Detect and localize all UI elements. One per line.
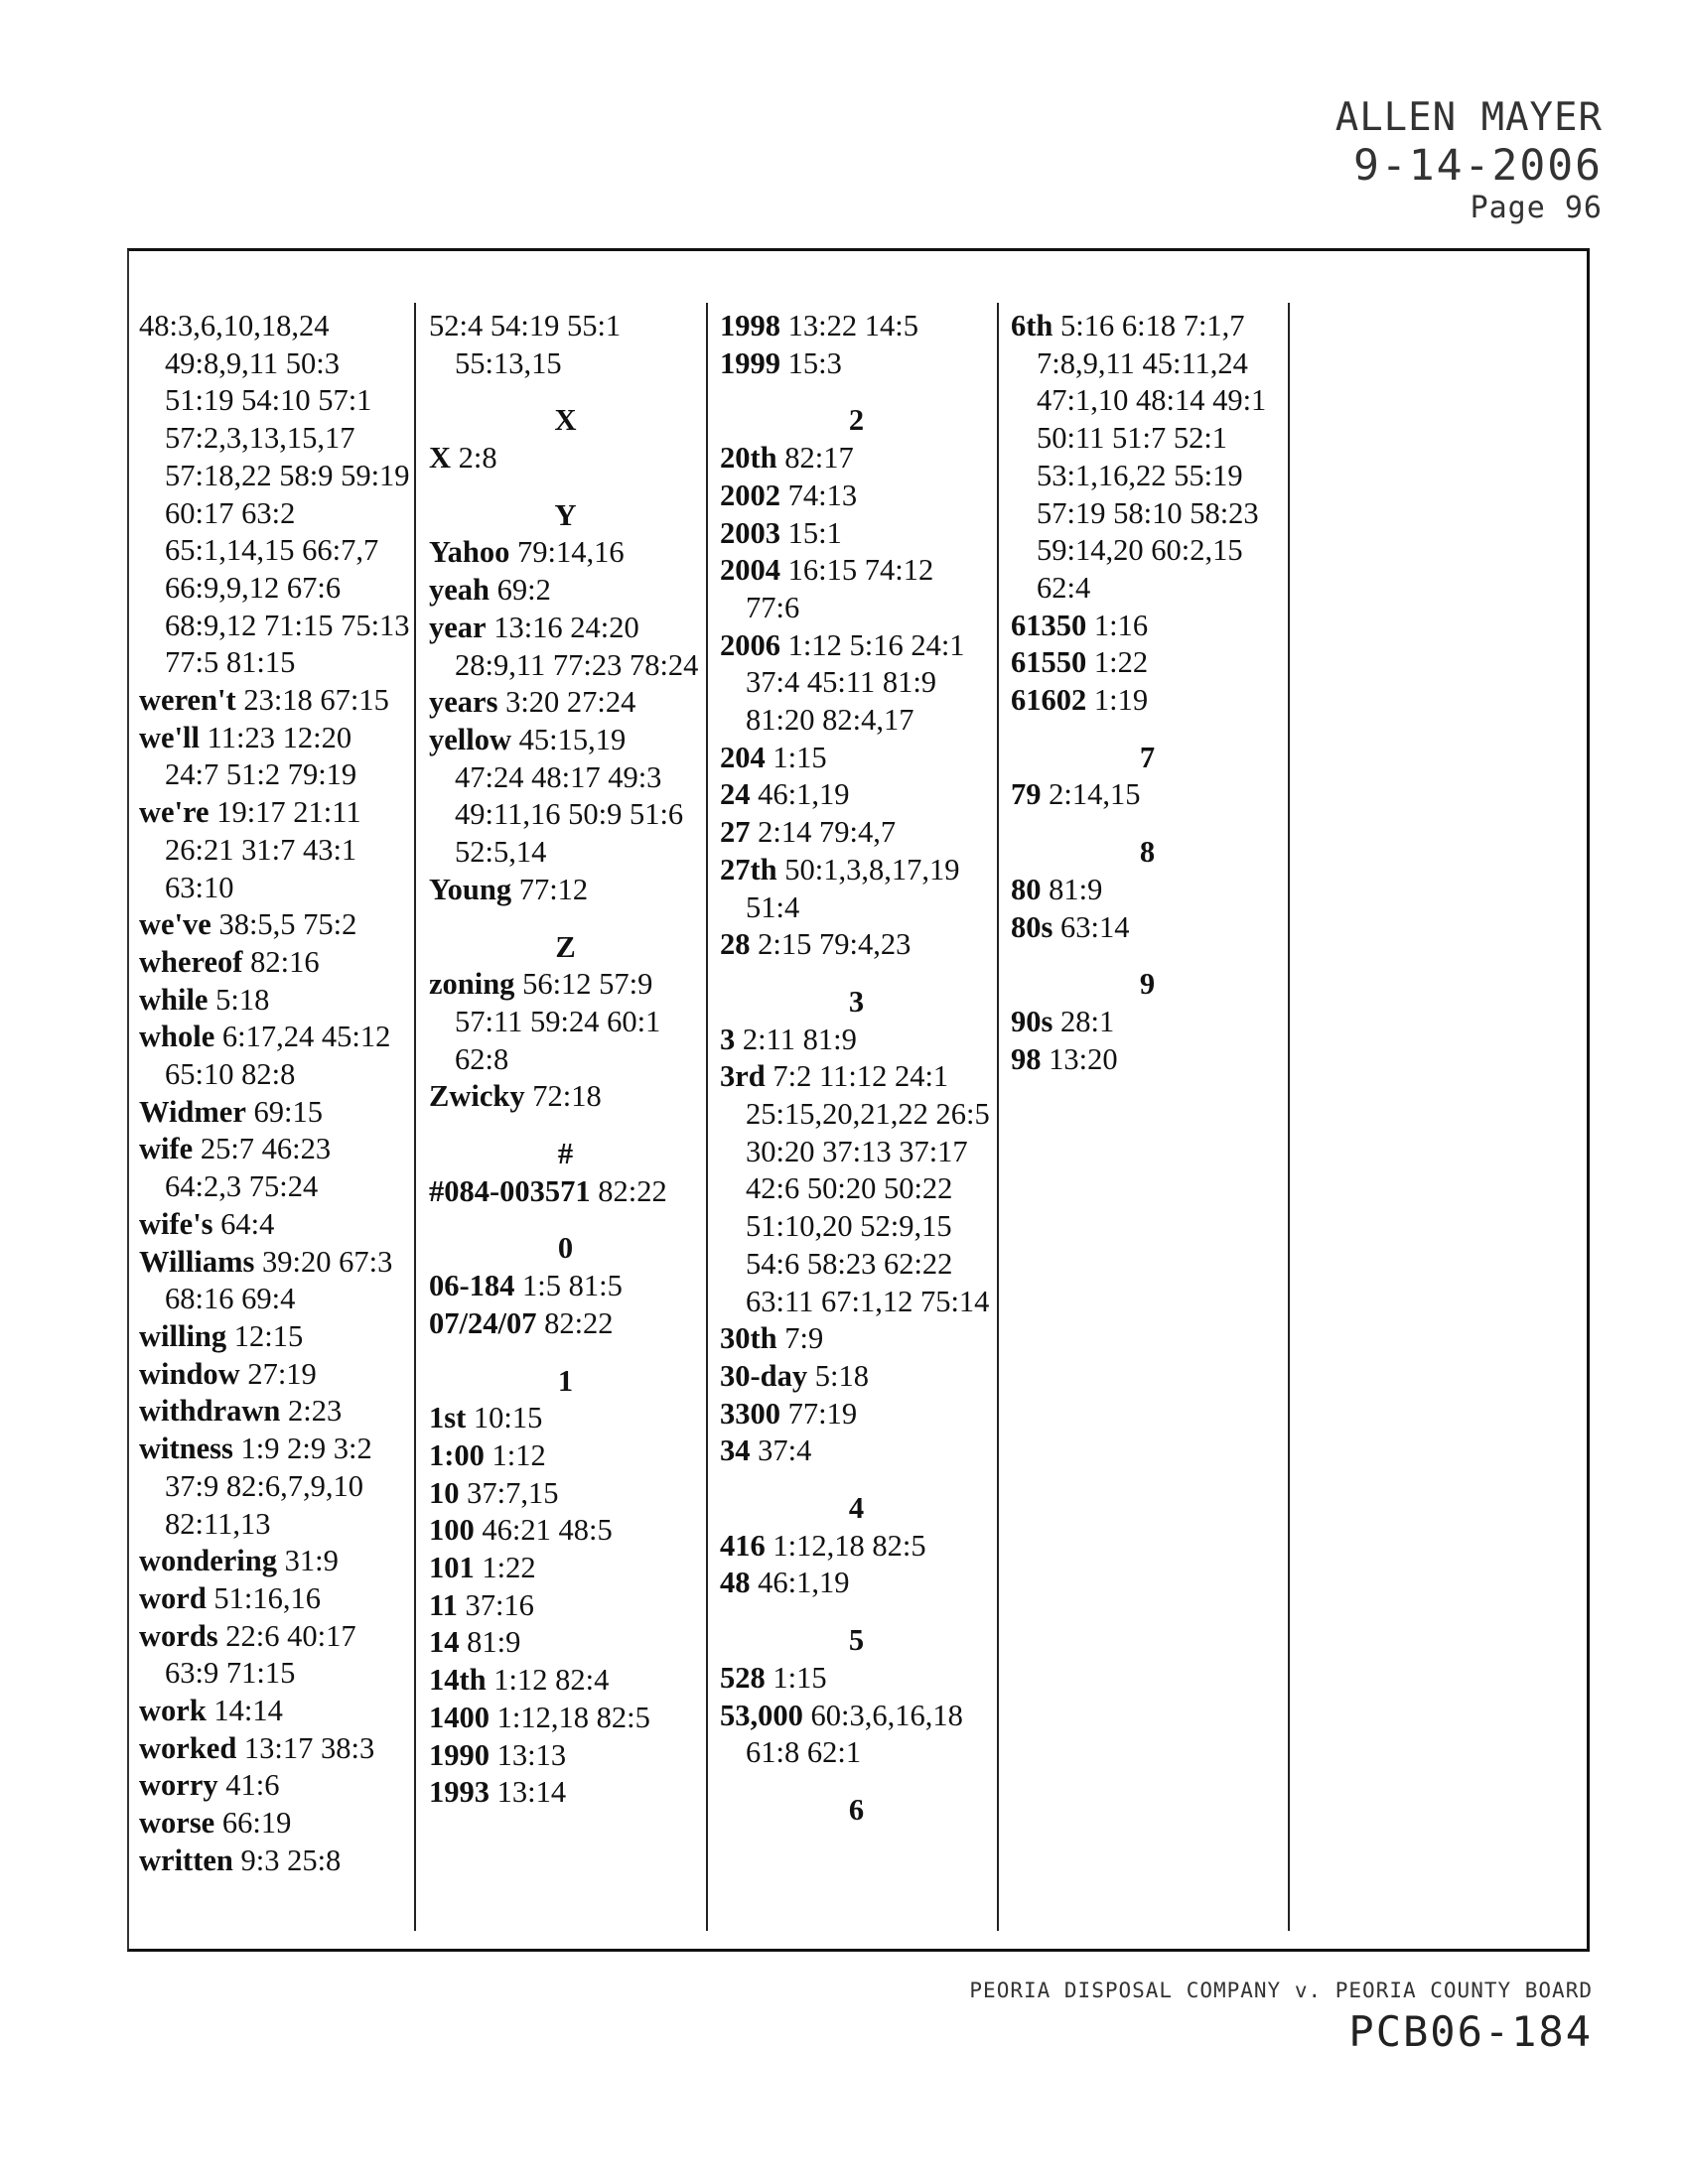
page-line-refs: 14:14 <box>213 1694 283 1728</box>
index-term: worked <box>139 1730 237 1765</box>
index-term: willing <box>139 1318 227 1353</box>
deposition-date: 9-14-2006 <box>1353 141 1603 191</box>
index-entry <box>429 1737 702 1775</box>
index-entry <box>720 926 993 964</box>
index-entry <box>429 534 702 572</box>
page-line-refs: 25:7 46:23 64:2,3 75:24 <box>165 1132 339 1204</box>
index-term: work <box>139 1694 207 1728</box>
index-term: 1993 <box>429 1775 490 1810</box>
section-letter: Y <box>554 497 577 532</box>
page-line-refs: 37:16 <box>465 1587 534 1622</box>
page-line-refs: 63:14 <box>1060 909 1130 944</box>
page-line-refs: 46:1,19 <box>758 777 850 812</box>
index-term: 6th <box>1011 309 1053 342</box>
page-line-refs: 82:16 <box>250 944 320 979</box>
section-letter: # <box>557 1137 574 1171</box>
index-entry <box>139 1580 412 1618</box>
index-entry <box>139 982 412 1020</box>
index-term: 90s <box>1011 1004 1053 1038</box>
index-entry <box>720 1433 993 1470</box>
index-term: 100 <box>429 1513 475 1548</box>
page-line-refs: 38:5,5 75:2 <box>218 907 357 942</box>
index-entry <box>429 872 702 909</box>
index-entry <box>720 1660 993 1698</box>
page-line-refs: 7:9 <box>784 1321 824 1356</box>
index-entry <box>429 1305 702 1343</box>
index-entry <box>139 1094 412 1132</box>
index-term: 2006 <box>720 627 780 662</box>
page-line-refs: 31:9 <box>284 1544 339 1578</box>
case-number: PCB06-184 <box>1348 2007 1593 2056</box>
index-entry <box>429 1475 702 1513</box>
column-divider <box>1288 303 1290 1931</box>
index-entry <box>720 308 993 345</box>
page-line-refs: 15:1 <box>787 515 842 550</box>
index-term: 2004 <box>720 553 780 588</box>
index-term: window <box>139 1356 240 1391</box>
index-term: 34 <box>720 1433 751 1468</box>
index-term: 48 <box>720 1566 751 1600</box>
section-letter: 7 <box>1139 740 1156 774</box>
index-entry <box>429 1550 702 1587</box>
index-term: 53,000 <box>720 1698 803 1732</box>
index-entry <box>1011 608 1284 645</box>
index-entry <box>720 627 993 740</box>
page-line-refs: 10:15 <box>473 1401 543 1435</box>
index-term: Widmer <box>139 1094 246 1129</box>
page-line-refs: 3:20 27:24 <box>505 685 636 720</box>
index-term: 528 <box>720 1660 766 1695</box>
index-entry <box>429 1268 702 1305</box>
index-term: written <box>139 1843 233 1877</box>
index-term: 1400 <box>429 1700 490 1734</box>
index-term: whereof <box>139 944 243 979</box>
section-letter: 2 <box>848 403 865 438</box>
page-line-refs: 1:22 <box>482 1551 536 1584</box>
page-line-refs: 13:14 <box>496 1775 567 1810</box>
page-line-refs: 74:13 <box>787 478 858 512</box>
page-line-refs: 9:3 25:8 <box>240 1843 342 1877</box>
page-line-refs: 23:18 67:15 <box>243 683 389 718</box>
index-term: year <box>429 610 487 644</box>
column-divider <box>414 303 416 1931</box>
page-line-refs: 2:15 79:4,23 <box>758 927 912 962</box>
index-term: 14 <box>429 1625 460 1660</box>
index-entry <box>720 1396 993 1433</box>
index-term: 80s <box>1011 909 1053 944</box>
page-line-refs: 13:22 14:5 <box>787 309 918 342</box>
index-entry <box>720 1565 993 1602</box>
index-entry <box>1011 872 1284 909</box>
page-line-refs: 81:9 <box>467 1625 521 1660</box>
index-term: 11 <box>429 1587 458 1622</box>
page-line-refs: 27:19 <box>247 1356 317 1391</box>
index-entry <box>429 1512 702 1550</box>
page-line-refs: 52:4 54:19 55:1 55:13,15 <box>429 309 629 380</box>
index-entry <box>720 1320 993 1358</box>
page-line-refs: 79:14,16 <box>516 535 625 570</box>
index-entry <box>1011 776 1284 814</box>
page-line-refs: 37:4 <box>758 1433 812 1468</box>
section-letter: 0 <box>557 1231 574 1266</box>
index-entry <box>139 1618 412 1693</box>
page-line-refs: 82:22 <box>544 1305 614 1340</box>
page-line-refs: 11:23 12:20 24:7 51:2 79:19 <box>165 720 359 792</box>
index-term: 06-184 <box>429 1269 515 1303</box>
section-letter: Z <box>555 929 576 964</box>
index-entry <box>139 1356 412 1394</box>
page-line-refs: 1:12 <box>491 1437 546 1472</box>
index-term: 1:00 <box>429 1437 485 1472</box>
index-entry <box>720 1698 993 1772</box>
index-entry <box>139 308 418 682</box>
index-entry <box>429 1587 702 1625</box>
page-line-refs: 51:16,16 <box>213 1580 322 1615</box>
index-entry <box>139 1393 412 1431</box>
index-term: we'll <box>139 720 200 754</box>
page-line-refs: 48:3,6,10,18,24 49:8,9,11 50:3 51:19 54:10 57:1 57:2,3,13,15,17 57:18,22 58:9 59:19 60:17 63:2 65:1,14,15 66:7,7 66:9,9,12 67:6 68:9,12 71:15 75:13 77:5 81:15 <box>139 309 418 680</box>
page-line-refs: 13:13 <box>496 1737 567 1772</box>
index-term: 27 <box>720 815 751 850</box>
index-term: Yahoo <box>429 535 510 570</box>
section-letter: 6 <box>848 1792 865 1827</box>
index-term: #084-003571 <box>429 1173 591 1208</box>
index-entry <box>139 1206 412 1244</box>
page-line-refs: 50:1,3,8,17,19 51:4 <box>746 852 968 924</box>
index-entry <box>139 1767 412 1805</box>
index-entry <box>139 1131 412 1205</box>
index-entry <box>429 610 702 684</box>
page-line-refs: 72:18 <box>532 1079 602 1114</box>
index-term: 98 <box>1011 1041 1042 1076</box>
index-term: wife's <box>139 1206 213 1241</box>
page-line-refs: 81:9 <box>1049 872 1103 906</box>
index-entry <box>1011 308 1284 608</box>
index-term: 30th <box>720 1321 777 1356</box>
index-term: whole <box>139 1020 215 1054</box>
index-entry <box>720 1058 998 1320</box>
index-entry <box>429 1624 702 1662</box>
index-term: withdrawn <box>139 1394 281 1429</box>
page-line-refs: 2:8 <box>458 441 497 476</box>
page-line-refs: 56:12 57:9 57:11 59:24 60:1 62:8 <box>455 967 668 1076</box>
index-entry <box>429 308 702 382</box>
index-term: 80 <box>1011 872 1042 906</box>
index-term: Williams <box>139 1244 255 1279</box>
page-line-refs: 13:16 24:20 28:9,11 77:23 78:24 <box>455 610 699 682</box>
index-column-2 <box>429 308 702 1936</box>
index-entry <box>720 814 993 852</box>
index-entry <box>139 944 412 982</box>
index-entry <box>720 1022 993 1059</box>
index-entry <box>429 1700 702 1737</box>
index-term: worse <box>139 1806 215 1841</box>
index-term: X <box>429 441 452 476</box>
index-term: 28 <box>720 927 751 962</box>
index-term: 14th <box>429 1663 487 1698</box>
section-letter: 4 <box>848 1491 865 1526</box>
index-entry <box>429 1173 702 1211</box>
index-entry <box>429 966 702 1078</box>
index-entry <box>139 1318 412 1356</box>
section-letter: X <box>554 403 577 438</box>
page-line-refs: 1:22 <box>1093 645 1149 680</box>
index-term: weren't <box>139 683 236 718</box>
page-line-refs: 39:20 67:3 68:16 69:4 <box>165 1244 400 1316</box>
page-line-refs: 1:12,18 82:5 <box>496 1700 650 1734</box>
index-term: 20th <box>720 441 777 476</box>
page-line-refs: 1:19 <box>1093 683 1149 718</box>
page-line-refs: 12:15 <box>233 1318 304 1353</box>
index-term: 1st <box>429 1401 467 1435</box>
page-line-refs: 1:15 <box>772 1660 827 1695</box>
index-term: Young <box>429 872 512 906</box>
page-line-refs: 60:3,6,16,18 61:8 62:1 <box>746 1698 971 1770</box>
section-letter: 1 <box>557 1363 574 1398</box>
index-term: 24 <box>720 777 751 812</box>
page-line-refs: 2:14,15 <box>1049 777 1141 812</box>
section-letter: 8 <box>1139 835 1156 870</box>
index-term: 2003 <box>720 515 780 550</box>
page-line-refs: 66:19 <box>221 1806 292 1841</box>
index-term: Zwicky <box>429 1079 525 1114</box>
index-entry <box>139 906 412 944</box>
page-line-refs: 82:17 <box>784 441 854 476</box>
index-entry <box>139 1693 412 1730</box>
index-term: 27th <box>720 852 777 887</box>
index-term: 61350 <box>1011 608 1087 642</box>
index-term: 204 <box>720 740 766 774</box>
page-line-refs: 19:17 21:11 26:21 31:7 43:1 63:10 <box>165 795 369 904</box>
index-entry <box>1011 1041 1284 1079</box>
page-line-refs: 5:16 6:18 7:1,7 7:8,9,11 45:11,24 47:1,10 48:14 49:1 50:11 51:7 52:1 53:1,16,22 55:19 57:19 58:10 58:23 59:14,20 60:2,15 62:4 <box>1037 309 1274 605</box>
page-line-refs: 5:18 <box>814 1358 869 1393</box>
index-term: word <box>139 1580 207 1615</box>
page-line-refs: 22:6 40:17 63:9 71:15 <box>165 1618 364 1691</box>
index-term: 07/24/07 <box>429 1305 537 1340</box>
column-divider <box>706 303 708 1931</box>
index-entry <box>139 1431 412 1543</box>
page-line-refs: 2:14 79:4,7 <box>758 815 897 850</box>
page-line-refs: 1:5 81:5 <box>522 1269 623 1303</box>
index-column-4 <box>1011 308 1284 1936</box>
index-entry <box>1011 682 1284 720</box>
index-entry <box>720 1358 993 1396</box>
page-line-refs: 46:1,19 <box>758 1566 850 1600</box>
index-term: zoning <box>429 967 515 1002</box>
page-line-refs: 77:19 <box>787 1396 858 1431</box>
index-term: 79 <box>1011 777 1042 812</box>
index-column-1 <box>139 308 418 1936</box>
index-column-3 <box>720 308 998 1936</box>
index-entry <box>139 1805 412 1843</box>
index-entry <box>720 776 993 814</box>
page-line-refs: 15:3 <box>787 345 842 380</box>
index-entry <box>720 740 993 777</box>
index-term: 1990 <box>429 1737 490 1772</box>
index-entry <box>139 682 412 720</box>
index-term: 1999 <box>720 345 780 380</box>
section-letter: 9 <box>1139 967 1156 1002</box>
page-line-refs: 2:23 <box>287 1394 343 1429</box>
page-line-refs: 13:17 38:3 <box>243 1730 375 1765</box>
index-term: 3300 <box>720 1396 780 1431</box>
page-number: Page 96 <box>1470 191 1603 225</box>
page-line-refs: 69:2 <box>496 573 551 608</box>
section-letter: 5 <box>848 1623 865 1658</box>
index-entry <box>429 1078 702 1116</box>
page-line-refs: 82:22 <box>598 1173 667 1208</box>
index-term: 2002 <box>720 478 780 512</box>
index-term: worry <box>139 1768 218 1803</box>
index-term: we've <box>139 907 211 942</box>
index-term: 3 <box>720 1022 736 1056</box>
page-line-refs: 1:15 <box>772 740 827 774</box>
page-line-refs: 5:18 <box>215 982 270 1017</box>
page-line-refs: 1:12 82:4 <box>493 1663 610 1698</box>
index-entry <box>720 345 993 383</box>
index-entry <box>429 440 702 478</box>
index-term: words <box>139 1618 218 1653</box>
deponent-name: ALLEN MAYER <box>1334 95 1603 140</box>
case-title: PEORIA DISPOSAL COMPANY v. PEORIA COUNTY BOARD <box>969 1979 1593 2002</box>
page-line-refs: 46:21 48:5 <box>482 1513 613 1548</box>
page-line-refs: 1:16 <box>1093 608 1149 642</box>
index-entry <box>139 1730 412 1768</box>
index-term: yellow <box>429 723 512 756</box>
page-line-refs: 16:15 74:12 77:6 <box>746 553 941 624</box>
index-entry <box>1011 909 1284 947</box>
index-term: 10 <box>429 1475 460 1510</box>
index-entry <box>720 552 993 626</box>
index-term: years <box>429 685 498 720</box>
index-entry <box>720 478 993 515</box>
index-term: 416 <box>720 1528 766 1563</box>
index-entry <box>720 515 993 553</box>
index-entry <box>429 1400 702 1437</box>
index-entry <box>429 1774 702 1812</box>
index-entry <box>139 794 412 906</box>
index-entry <box>429 684 702 722</box>
page-line-refs: 6:17,24 45:12 65:10 82:8 <box>165 1020 398 1092</box>
index-term: wife <box>139 1132 194 1166</box>
index-entry <box>429 722 702 872</box>
page-line-refs: 28:1 <box>1060 1004 1115 1038</box>
index-entry <box>720 440 993 478</box>
index-entry <box>429 572 702 610</box>
index-entry <box>139 1543 412 1580</box>
page-line-refs: 1:12 5:16 24:1 37:4 45:11 81:9 81:20 82:4,17 <box>746 627 973 738</box>
index-term: 3rd <box>720 1059 766 1094</box>
index-entry <box>1011 1004 1284 1041</box>
index-entry <box>139 1244 412 1318</box>
page-line-refs: 45:15,19 47:24 48:17 49:3 49:11,16 50:9 51:6 52:5,14 <box>455 723 691 870</box>
page-line-refs: 1:9 2:9 3:2 37:9 82:6,7,9,10 82:11,13 <box>165 1432 380 1541</box>
page-line-refs: 37:7,15 <box>467 1475 559 1510</box>
index-term: yeah <box>429 573 490 608</box>
page-line-refs: 77:12 <box>518 872 589 906</box>
page-line-refs: 64:4 <box>220 1206 275 1241</box>
index-entry <box>429 1437 702 1475</box>
index-entry <box>1011 644 1284 682</box>
section-letter: 3 <box>848 984 865 1019</box>
index-term: 61602 <box>1011 683 1087 718</box>
page-line-refs: 2:11 81:9 <box>742 1022 857 1056</box>
index-term: we're <box>139 795 210 830</box>
page-line-refs: 41:6 <box>225 1768 280 1803</box>
index-entry <box>139 720 412 794</box>
index-term: while <box>139 982 209 1017</box>
index-entry <box>720 1528 993 1566</box>
index-term: 1998 <box>720 309 780 342</box>
page-line-refs: 7:2 11:12 24:1 25:15,20,21,22 26:5 30:20 37:13 37:17 42:6 50:20 50:22 51:10,20 52:9,15 54:6 58:23 62:22 63:11 67:1,12 75:14 <box>746 1059 998 1318</box>
index-term: wondering <box>139 1544 277 1578</box>
index-entry <box>139 1019 412 1093</box>
index-term: 101 <box>429 1551 475 1584</box>
index-term: 61550 <box>1011 645 1087 680</box>
index-entry <box>139 1843 412 1880</box>
page-line-refs: 13:20 <box>1049 1041 1118 1076</box>
index-entry <box>429 1662 702 1700</box>
index-entry <box>720 852 993 926</box>
index-term: 30-day <box>720 1358 808 1393</box>
page-line-refs: 69:15 <box>253 1094 323 1129</box>
page-line-refs: 1:12,18 82:5 <box>772 1528 926 1563</box>
index-term: witness <box>139 1432 233 1466</box>
